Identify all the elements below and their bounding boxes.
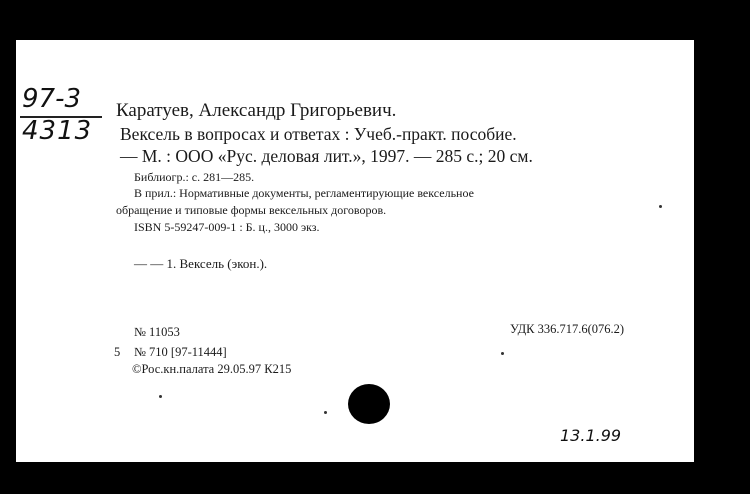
bibliography-note: Библиогр.: с. 281—285. — [134, 170, 255, 184]
prefix-number: 5 — [114, 345, 121, 359]
copyright-line: ©Рос.кн.палата 29.05.97 К215 — [132, 362, 292, 376]
scan-edge — [694, 0, 750, 494]
card-number: № 11053 — [134, 325, 180, 339]
speck — [501, 352, 504, 355]
imprint-line: — М. : ООО «Рус. деловая лит.», 1997. — 285 с.; 20 см. — [120, 146, 533, 166]
card-punch-hole — [348, 384, 390, 424]
appendix-note-line1: В прил.: Нормативные документы, регламентирующие вексельное — [134, 186, 474, 200]
isbn-line: ISBN 5-59247-009-1 : Б. ц., 3000 экз. — [134, 220, 320, 234]
appendix-note-line2: обращение и типовые формы вексельных договоров. — [116, 203, 387, 217]
author-heading: Каратуев, Александр Григорьевич. — [116, 100, 397, 121]
shelf-mark-top: 97-3 — [22, 84, 82, 114]
shelf-mark-bottom: 4313 — [22, 116, 93, 146]
subject-heading: — — 1. Вексель (экон.). — [134, 256, 268, 271]
handwritten-date: 13.1.99 — [560, 426, 622, 445]
speck — [659, 205, 662, 208]
speck — [159, 395, 162, 398]
title-line: Вексель в вопросах и ответах : Учеб.-практ. пособие. — [120, 124, 517, 144]
udk-code: УДК 336.717.6(076.2) — [510, 322, 625, 336]
registration-number: № 710 [97-11444] — [134, 345, 227, 359]
speck — [324, 411, 327, 414]
